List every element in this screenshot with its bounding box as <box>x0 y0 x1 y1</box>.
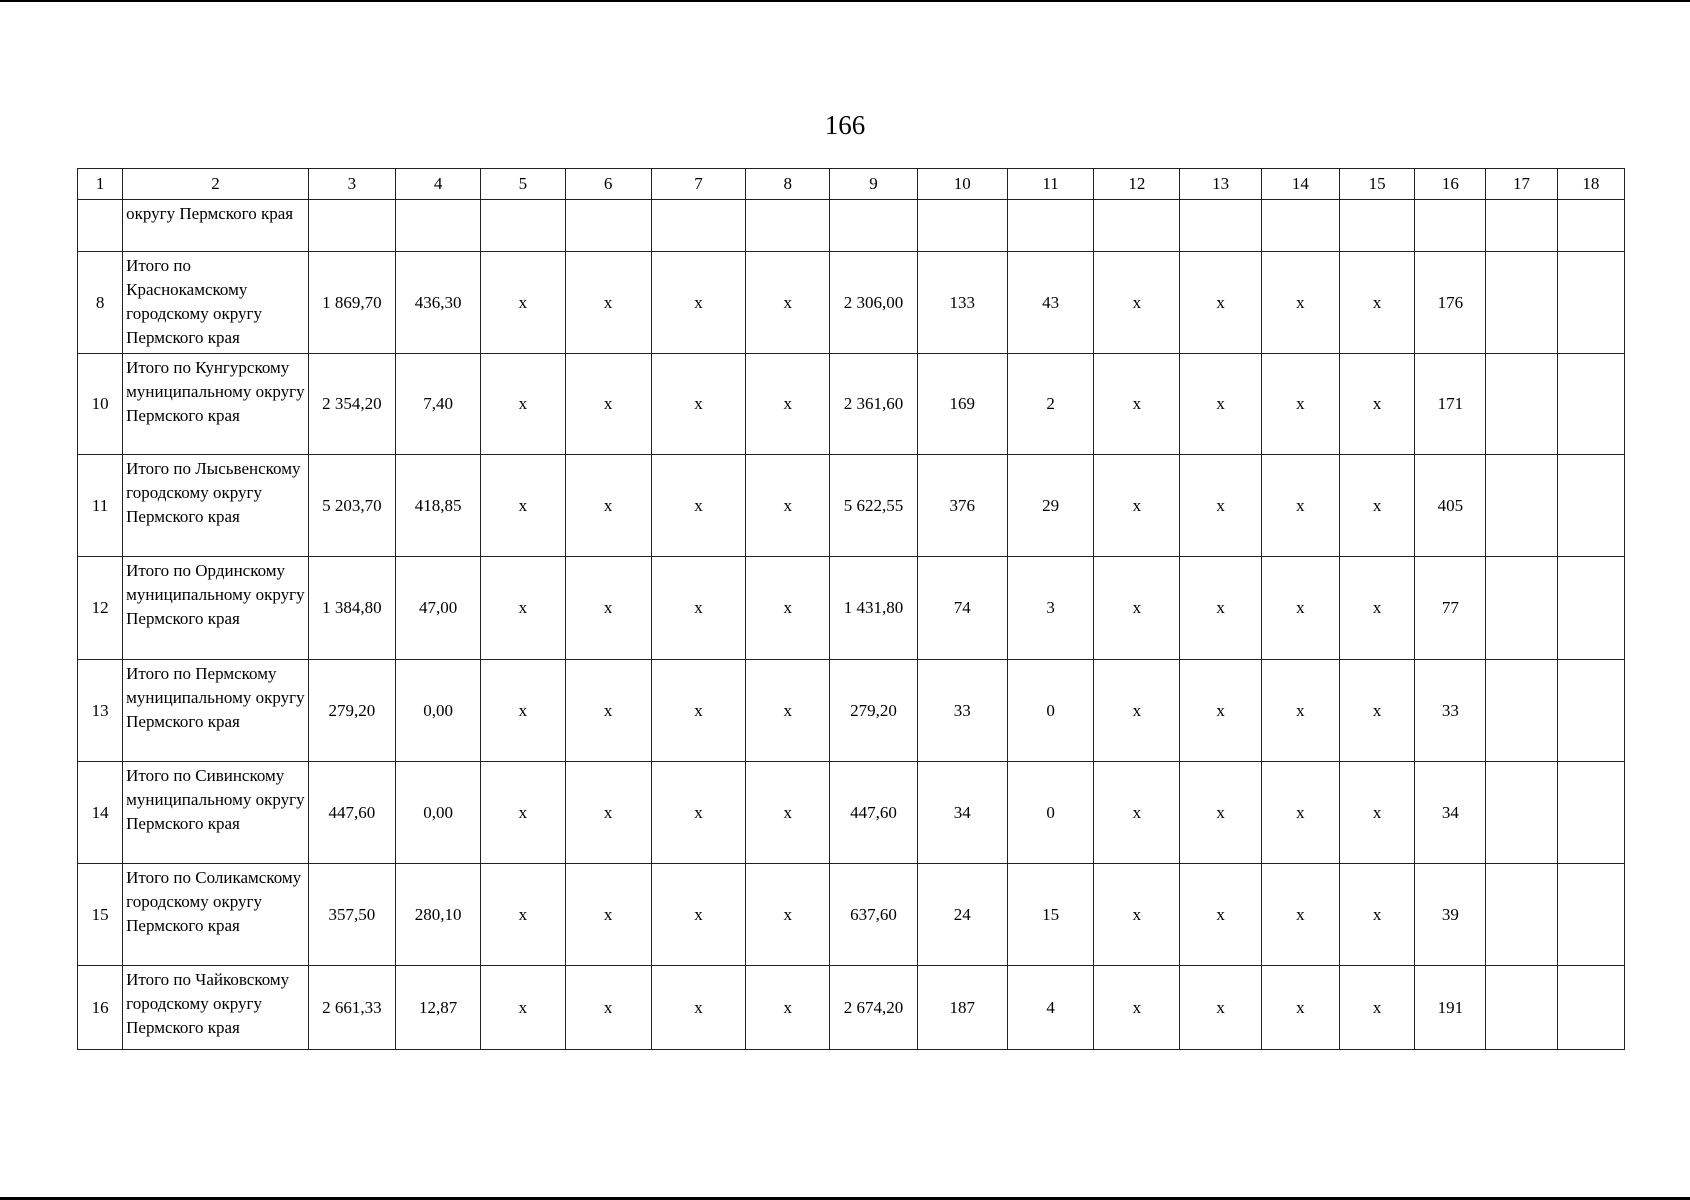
table-cell: 16 <box>78 966 123 1050</box>
header-cell: 14 <box>1261 169 1339 200</box>
table-cell: 29 <box>1007 455 1093 557</box>
header-cell: 3 <box>308 169 395 200</box>
table-cell: 0 <box>1007 660 1093 762</box>
table-cell: 447,60 <box>308 762 395 864</box>
table-cell: х <box>651 966 745 1050</box>
table-cell: х <box>746 864 830 966</box>
table-cell <box>830 200 917 252</box>
header-cell: 10 <box>917 169 1007 200</box>
table-cell: х <box>746 354 830 455</box>
table-cell: х <box>565 557 651 660</box>
row-name-cell: Итого по Сивинскому муниципальному округу Пермского края <box>123 762 309 864</box>
table-cell: 10 <box>78 354 123 455</box>
row-name-cell: Итого по Краснокамскому городскому округу Пермского края <box>123 252 309 354</box>
table-cell: х <box>1261 252 1339 354</box>
table-cell: 191 <box>1415 966 1486 1050</box>
row-name-cell: Итого по Ординскому муниципальному округу Пермского края <box>123 557 309 660</box>
table-cell: 39 <box>1415 864 1486 966</box>
row-name-cell: Итого по Чайковскому городскому округу Пермского края <box>123 966 309 1050</box>
table-cell: 74 <box>917 557 1007 660</box>
table-cell: 1 384,80 <box>308 557 395 660</box>
table-cell: х <box>1339 252 1414 354</box>
table-cell: 47,00 <box>396 557 481 660</box>
table-cell: х <box>1261 966 1339 1050</box>
table-row <box>78 557 1625 660</box>
table-cell: х <box>1094 864 1180 966</box>
header-cell: 13 <box>1180 169 1261 200</box>
table-cell <box>1486 557 1557 660</box>
table-cell: х <box>1094 455 1180 557</box>
table-row <box>78 762 1625 864</box>
table-cell: 33 <box>917 660 1007 762</box>
table-cell: 280,10 <box>396 864 481 966</box>
table-cell: х <box>1180 354 1261 455</box>
table-cell: 418,85 <box>396 455 481 557</box>
table-cell: 2 <box>1007 354 1093 455</box>
header-cell: 5 <box>481 169 565 200</box>
table-cell: 34 <box>1415 762 1486 864</box>
table-cell: х <box>1339 354 1414 455</box>
table-cell: х <box>1180 455 1261 557</box>
table-cell: 637,60 <box>830 864 917 966</box>
table-cell: 5 622,55 <box>830 455 917 557</box>
table-row <box>78 966 1625 1050</box>
table-cell <box>396 200 481 252</box>
table-cell <box>1557 455 1624 557</box>
table-cell <box>1486 455 1557 557</box>
table-cell: х <box>651 252 745 354</box>
table-cell: 169 <box>917 354 1007 455</box>
table-cell: 12 <box>78 557 123 660</box>
table-cell: х <box>565 354 651 455</box>
table-cell: х <box>746 455 830 557</box>
table-cell: х <box>1261 864 1339 966</box>
table-cell: х <box>565 660 651 762</box>
header-cell: 8 <box>746 169 830 200</box>
table-cell: 3 <box>1007 557 1093 660</box>
table-cell: 24 <box>917 864 1007 966</box>
table-cell: х <box>1261 455 1339 557</box>
table-row <box>78 200 1625 252</box>
header-cell: 12 <box>1094 169 1180 200</box>
table-cell: х <box>1180 557 1261 660</box>
row-name-cell: округу Пермского края <box>123 200 309 252</box>
table-cell <box>1557 864 1624 966</box>
table-cell <box>1486 354 1557 455</box>
table-cell: 13 <box>78 660 123 762</box>
table-cell: х <box>1339 660 1414 762</box>
table-cell: 15 <box>1007 864 1093 966</box>
table-cell <box>1557 660 1624 762</box>
table-cell <box>746 200 830 252</box>
table-cell: 376 <box>917 455 1007 557</box>
table-cell: 171 <box>1415 354 1486 455</box>
page-number: 166 <box>824 110 866 140</box>
table-cell: х <box>481 762 565 864</box>
table-cell: 279,20 <box>830 660 917 762</box>
table-cell: х <box>651 660 745 762</box>
table-body <box>78 169 1625 1050</box>
table-cell: 34 <box>917 762 1007 864</box>
table-cell: 12,87 <box>396 966 481 1050</box>
table-cell: х <box>565 864 651 966</box>
table-cell: х <box>1180 864 1261 966</box>
table-cell: х <box>1339 762 1414 864</box>
table-cell: 447,60 <box>830 762 917 864</box>
table-cell: х <box>565 455 651 557</box>
table-cell: 1 431,80 <box>830 557 917 660</box>
table-cell: 2 354,20 <box>308 354 395 455</box>
table-cell: х <box>746 252 830 354</box>
table-cell <box>1486 864 1557 966</box>
table-cell: 43 <box>1007 252 1093 354</box>
table-cell: 33 <box>1415 660 1486 762</box>
table-cell: х <box>1339 864 1414 966</box>
table-cell <box>1486 660 1557 762</box>
table-cell: х <box>651 864 745 966</box>
table-cell <box>1486 966 1557 1050</box>
header-cell: 15 <box>1339 169 1414 200</box>
table-row <box>78 864 1625 966</box>
data-table <box>77 168 1625 1050</box>
table-cell <box>1094 200 1180 252</box>
table-cell: х <box>1261 762 1339 864</box>
table-cell: х <box>1339 966 1414 1050</box>
table-row <box>78 660 1625 762</box>
table-cell <box>1486 762 1557 864</box>
table-cell: х <box>1339 557 1414 660</box>
table-cell: х <box>651 557 745 660</box>
table-cell <box>78 200 123 252</box>
table-cell <box>1339 200 1414 252</box>
table-cell <box>1486 200 1557 252</box>
table-cell: 2 361,60 <box>830 354 917 455</box>
table-cell <box>1180 200 1261 252</box>
table-cell <box>1557 252 1624 354</box>
header-cell: 9 <box>830 169 917 200</box>
table-cell: х <box>1339 455 1414 557</box>
table-cell <box>1557 762 1624 864</box>
table-cell: х <box>746 762 830 864</box>
table-cell: 4 <box>1007 966 1093 1050</box>
table-cell: х <box>1180 252 1261 354</box>
table-cell: 11 <box>78 455 123 557</box>
table-cell: х <box>565 966 651 1050</box>
table-cell: 0,00 <box>396 660 481 762</box>
table-cell: х <box>481 252 565 354</box>
header-cell: 4 <box>396 169 481 200</box>
row-name-cell: Итого по Кунгурскому муниципальному округу Пермского края <box>123 354 309 455</box>
table-cell: х <box>1094 354 1180 455</box>
row-name-cell: Итого по Соликамскому городскому округу Пермского края <box>123 864 309 966</box>
table-cell <box>1007 200 1093 252</box>
row-name-cell: Итого по Пермскому муниципальному округу Пермского края <box>123 660 309 762</box>
table-cell: х <box>1261 557 1339 660</box>
table-cell: х <box>746 557 830 660</box>
table-cell: х <box>481 660 565 762</box>
table-cell: х <box>1180 762 1261 864</box>
table-cell: 15 <box>78 864 123 966</box>
table-cell <box>481 200 565 252</box>
table-cell: х <box>746 660 830 762</box>
table-row <box>78 252 1625 354</box>
header-cell: 2 <box>123 169 309 200</box>
table-cell: х <box>481 966 565 1050</box>
table-cell: х <box>481 864 565 966</box>
table-cell: х <box>1094 252 1180 354</box>
table-cell: х <box>651 762 745 864</box>
table-cell: 2 661,33 <box>308 966 395 1050</box>
table-cell: х <box>651 354 745 455</box>
table-cell: х <box>1261 660 1339 762</box>
header-cell: 11 <box>1007 169 1093 200</box>
header-cell: 6 <box>565 169 651 200</box>
header-cell: 1 <box>78 169 123 200</box>
table-cell: х <box>565 762 651 864</box>
table-cell <box>308 200 395 252</box>
table-cell <box>1486 252 1557 354</box>
table-cell: х <box>1094 966 1180 1050</box>
table-cell: 77 <box>1415 557 1486 660</box>
table-cell: 1 869,70 <box>308 252 395 354</box>
table-cell <box>565 200 651 252</box>
table-cell <box>917 200 1007 252</box>
table-row <box>78 455 1625 557</box>
table-cell: 2 674,20 <box>830 966 917 1050</box>
table-cell: х <box>1094 660 1180 762</box>
table-cell <box>651 200 745 252</box>
header-cell: 7 <box>651 169 745 200</box>
table-cell: 133 <box>917 252 1007 354</box>
header-cell: 18 <box>1557 169 1624 200</box>
table-cell: 405 <box>1415 455 1486 557</box>
table-cell: х <box>651 455 745 557</box>
table-cell: 436,30 <box>396 252 481 354</box>
table-cell: х <box>1180 660 1261 762</box>
table-cell: х <box>565 252 651 354</box>
table-cell <box>1557 200 1624 252</box>
scan-edge-top <box>0 0 1690 2</box>
table-cell: х <box>1094 557 1180 660</box>
table-cell: х <box>481 557 565 660</box>
table-cell <box>1557 354 1624 455</box>
table-cell <box>1261 200 1339 252</box>
table-cell <box>1415 200 1486 252</box>
table-cell: 279,20 <box>308 660 395 762</box>
table-cell <box>1557 966 1624 1050</box>
header-row <box>78 169 1625 200</box>
table-cell: х <box>1180 966 1261 1050</box>
table-cell <box>1557 557 1624 660</box>
table-cell: 0 <box>1007 762 1093 864</box>
table-cell: 0,00 <box>396 762 481 864</box>
table-cell: х <box>746 966 830 1050</box>
table-cell: 187 <box>917 966 1007 1050</box>
table-cell: х <box>1261 354 1339 455</box>
table-cell: 14 <box>78 762 123 864</box>
table-cell: 7,40 <box>396 354 481 455</box>
table-cell: 176 <box>1415 252 1486 354</box>
table-cell: 5 203,70 <box>308 455 395 557</box>
table-row <box>78 354 1625 455</box>
row-name-cell: Итого по Лысьвенскому городскому округу Пермского края <box>123 455 309 557</box>
header-cell: 16 <box>1415 169 1486 200</box>
table-cell: 8 <box>78 252 123 354</box>
data-table-wrapper <box>77 168 1625 1050</box>
table-cell: 357,50 <box>308 864 395 966</box>
table-cell: х <box>1094 762 1180 864</box>
header-cell: 17 <box>1486 169 1557 200</box>
table-cell: х <box>481 354 565 455</box>
table-cell: 2 306,00 <box>830 252 917 354</box>
table-cell: х <box>481 455 565 557</box>
